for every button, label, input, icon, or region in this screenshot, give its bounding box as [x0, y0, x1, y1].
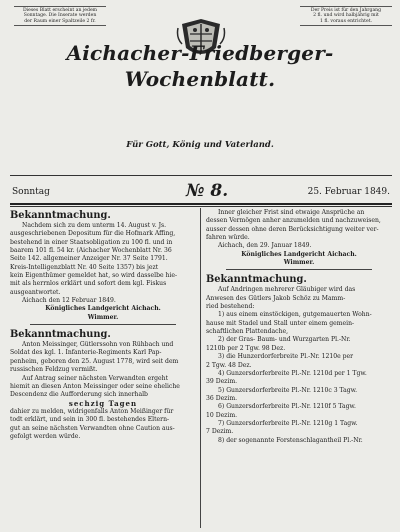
notice3-line: Auf Andringen mehrerer Gläubiger wird das — [218, 286, 356, 294]
notice3-item: 1) aus einem einstöckigen, gutgemauerten Wohn- — [218, 311, 372, 319]
notice1-line: ausgeantwortet. — [10, 288, 61, 296]
notice3-item: 1210b per 2 Tgw. 98 Dez. — [206, 344, 286, 352]
notice3-item: 8) der sogenannte Forstenschlagantheil Pl.-Nr. — [218, 436, 363, 444]
left-column — [10, 209, 196, 441]
notice3-item: 7) Gunzersdorferbreite Pl.-Nr. 1210g 1 Tagw. — [218, 419, 358, 427]
notice1-line: bestehend in einer Staatsobligation zu 100 fl. und in — [10, 238, 173, 246]
notice1-court: Königliches Landgericht Aichach. — [45, 305, 161, 313]
notice2-line: hiemit an diesen Anton Meissinger oder seine eheliche — [10, 382, 180, 390]
continuation-line: fahren würde. — [206, 234, 250, 242]
notice1-heading: Bekanntmachung. — [10, 210, 111, 221]
notice1-line: Kreis-Intelligenzblatt Nr. 40 Seite 1357) bis jezt — [10, 263, 159, 271]
continuation-line: ausser dessen ohne deren Berücksichtigung weiter ver- — [206, 225, 379, 233]
notice1-place-date: Aichach den 12 Februar 1849. — [22, 297, 116, 305]
notice2-line: Descendenz die Aufforderung sich innerhalb — [10, 391, 148, 399]
right-place-date: Aichach, den 29. Januar 1849. — [218, 242, 312, 250]
notice3-item: hause mit Stadel und Stall unter einem gemein- — [206, 319, 355, 327]
notice3-item: 39 Dezim. — [206, 378, 238, 386]
price-notice-right: Der Preis ist für den Jahrgang 2 fl. und wird halbjährig mit 1 fl. voraus entrichtet. — [300, 6, 392, 26]
continuation-line: dessen Vermögen anher anzumelden und nachzuweisen, — [206, 217, 381, 225]
notice3-item: 6) Gunzersdorferbreite Pl.-Nr. 1210f 5 Tagw. — [218, 403, 356, 411]
notice1-line: ausgeschriebenen Depositum für die Hofmark Affing, — [10, 230, 176, 238]
notice1-line: mit als herrnlos erklärt und sofort dem kgl. Fiskus — [10, 280, 167, 288]
notice2-line: Anton Meissinger, Gütlerssohn von Rühbach und — [22, 341, 174, 349]
notice3-item: 7 Dezim. — [206, 428, 234, 436]
notice2-line: russischen Feldzug vermißt. — [10, 366, 98, 374]
issue-dateline — [10, 181, 392, 201]
section-divider — [30, 324, 176, 325]
section-divider — [226, 269, 372, 270]
notice1-line: Nachdem sich zu dem unterm 14. August v. Js. — [22, 222, 167, 229]
subscription-notice-left: Dieses Blatt erscheint an jedem Sonntage. Die Inserate werden der Raum einer Spaltzeile 2 fr. — [14, 6, 106, 26]
continuation-line: Inner gleicher Frist sind etwaige Ansprüche an — [218, 209, 365, 216]
notice3-item: 10 Dezim. — [206, 411, 238, 419]
notice2-line: Auf Antrag seiner nächsten Verwandten ergeht — [22, 374, 169, 382]
notice3-heading: Bekanntmachung. — [206, 274, 307, 286]
notice3-line: ried bestehend: — [206, 303, 255, 311]
notice3-item: 5) Gunzersdorferbreite Pl.-Nr. 1210c 3 Tagw. — [218, 386, 358, 394]
issue-date: 25. Februar 1849. — [307, 187, 390, 197]
masthead — [0, 42, 400, 91]
divider-top — [10, 175, 392, 176]
motto: Für Gott, König und Vaterland. — [126, 140, 274, 150]
notice3-item: 3) die Hunzerdorferbreite Pl.-Nr. 1210e per — [218, 353, 354, 361]
notice3-item: 4) Gunzersdorferbreite Pl.-Nr. 1210d per 1 Tgw. — [218, 369, 367, 377]
right-column — [206, 209, 392, 445]
issue-number: № 8. — [186, 181, 229, 201]
notice2-term: sechzig Tagen — [68, 398, 138, 408]
issue-day: Sonntag — [12, 187, 50, 197]
divider-thin — [10, 206, 392, 207]
notice1-line: kein Eigenthümer gemeldet hat, so wird dasselbe hie- — [10, 272, 178, 280]
notice3-item: schaftlichen Plattendache, — [206, 328, 289, 336]
notice2-line: todt erklärt, und sein in 300 fl. bestehendes Eltern- — [10, 416, 170, 424]
notice2-line: Soldat des kgl. 1. Infanterie-Regiments Karl Pap- — [10, 349, 162, 357]
notice3-item: 2) der Gras- Baum- und Wurzgarten Pl.-Nr. — [218, 336, 351, 344]
notice1-line: baarem 101 fl. 54 kr. (Aichacher Wochenblatt Nr. 36 — [10, 247, 172, 255]
notice1-line: Seite 142. allgemeiner Anzeiger Nr. 37 Seite 1791. — [10, 255, 168, 263]
divider-thick — [10, 203, 392, 205]
notice2-heading: Bekanntmachung. — [10, 329, 111, 341]
notice2-line: gut an seine nächsten Verwandten ohne Caution aus- — [10, 424, 175, 432]
right-court: Königliches Landgericht Aichach. — [241, 250, 357, 258]
notice3-line: Anwesen des Gütlers Jakob Schöz zu Mamm- — [206, 294, 346, 302]
notice2-line: gefolgt werden würde. — [10, 432, 81, 440]
notice3-item: 36 Dezim. — [206, 394, 238, 402]
masthead-title-line2: Wochenblatt. — [124, 67, 276, 91]
notice2-line: dahier zu melden, widrigenfalls Anton Meißinger für — [10, 407, 174, 415]
notice2-line: penheim, geboren den 25. August 1778, wird seit dem — [10, 357, 179, 365]
notice1-signature: Wimmer. — [87, 313, 119, 321]
notice3-item: 2 Tgw. 48 Dez. — [206, 361, 252, 369]
right-signature: Wimmer. — [283, 259, 315, 267]
column-separator — [200, 208, 201, 528]
masthead-title-line1: Aichacher-Friedberger- — [66, 41, 334, 65]
